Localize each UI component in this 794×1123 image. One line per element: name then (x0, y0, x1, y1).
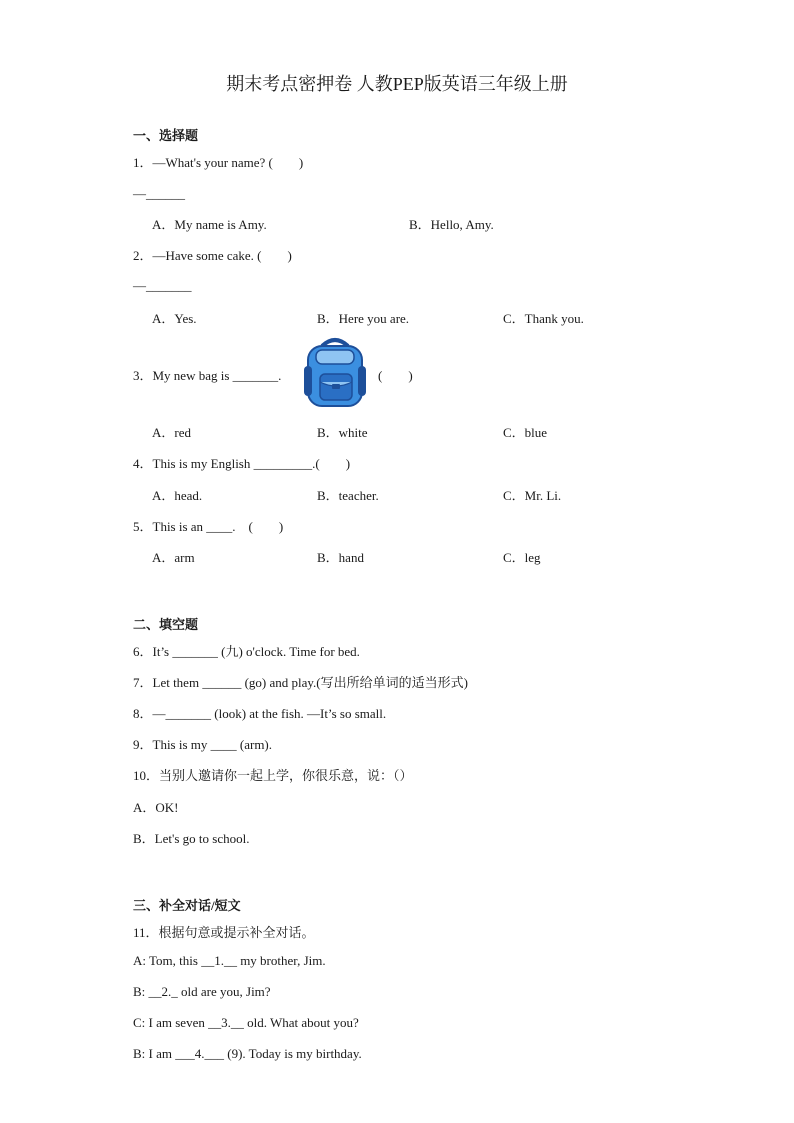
question-2: 2．—Have some cake. ( ) (133, 248, 292, 263)
backpack-icon (300, 336, 370, 410)
option-1b[interactable]: B．Hello, Amy. (409, 217, 494, 232)
dialogue-line: C: I am seven __3.__ old. What about you? (133, 1015, 359, 1030)
option-2b[interactable]: B．Here you are. (317, 311, 410, 326)
option-2c[interactable]: C．Thank you. (503, 311, 584, 326)
page-title: 期末考点密押卷 人教PEP版英语三年级上册 (226, 74, 568, 94)
option-1a[interactable]: A．My name is Amy. (152, 217, 267, 232)
question-7: 7．Let them ______ (go) and play.(写出所给单词的适当形式) (133, 675, 468, 690)
option-4c[interactable]: C．Mr. Li. (503, 488, 562, 503)
question-3: 3．My new bag is _______. (133, 368, 282, 383)
option-10a[interactable]: A．OK! (133, 800, 179, 815)
answer-line-1: —______ (133, 186, 185, 201)
option-2a[interactable]: A．Yes. (152, 311, 197, 326)
question-1: 1．—What's your name? ( ) (133, 155, 304, 170)
dialogue-line: B: I am ___4.___ (9). Today is my birthday. (133, 1046, 362, 1061)
option-3c[interactable]: C．blue (503, 425, 548, 440)
question-5: 5．This is an ____. ( ) (133, 519, 284, 534)
question-3-paren: ( ) (378, 368, 413, 383)
option-3a[interactable]: A．red (152, 425, 191, 440)
question-9: 9．This is my ____ (arm). (133, 737, 273, 752)
section-heading-fill: 二、填空题 (133, 617, 199, 632)
option-5c[interactable]: C．leg (503, 550, 541, 565)
section-heading-choice: 一、选择题 (133, 128, 199, 143)
dialogue-line: B: __2._ old are you, Jim? (133, 984, 271, 999)
question-6: 6．It’s _______ (九) o'clock. Time for bed. (133, 644, 360, 659)
option-5a[interactable]: A．arm (152, 550, 195, 565)
answer-line-2: —_______ (133, 278, 192, 293)
question-8: 8．—_______ (look) at the fish. —It’s so small. (133, 706, 387, 721)
option-4b[interactable]: B．teacher. (317, 488, 379, 503)
question-4: 4．This is my English _________.( ) (133, 456, 351, 471)
section-heading-dialogue: 三、补全对话/短文 (133, 898, 241, 913)
option-4a[interactable]: A．head. (152, 488, 203, 503)
dialogue-line: A: Tom, this __1.__ my brother, Jim. (133, 953, 326, 968)
option-5b[interactable]: B．hand (317, 550, 364, 565)
option-3b[interactable]: B．white (317, 425, 368, 440)
option-10b[interactable]: B．Let's go to school. (133, 831, 250, 846)
question-10: 10．当别人邀请你一起上学，你很乐意，说：（） (133, 768, 413, 783)
question-11: 11．根据句意或提示补全对话。 (133, 925, 315, 940)
